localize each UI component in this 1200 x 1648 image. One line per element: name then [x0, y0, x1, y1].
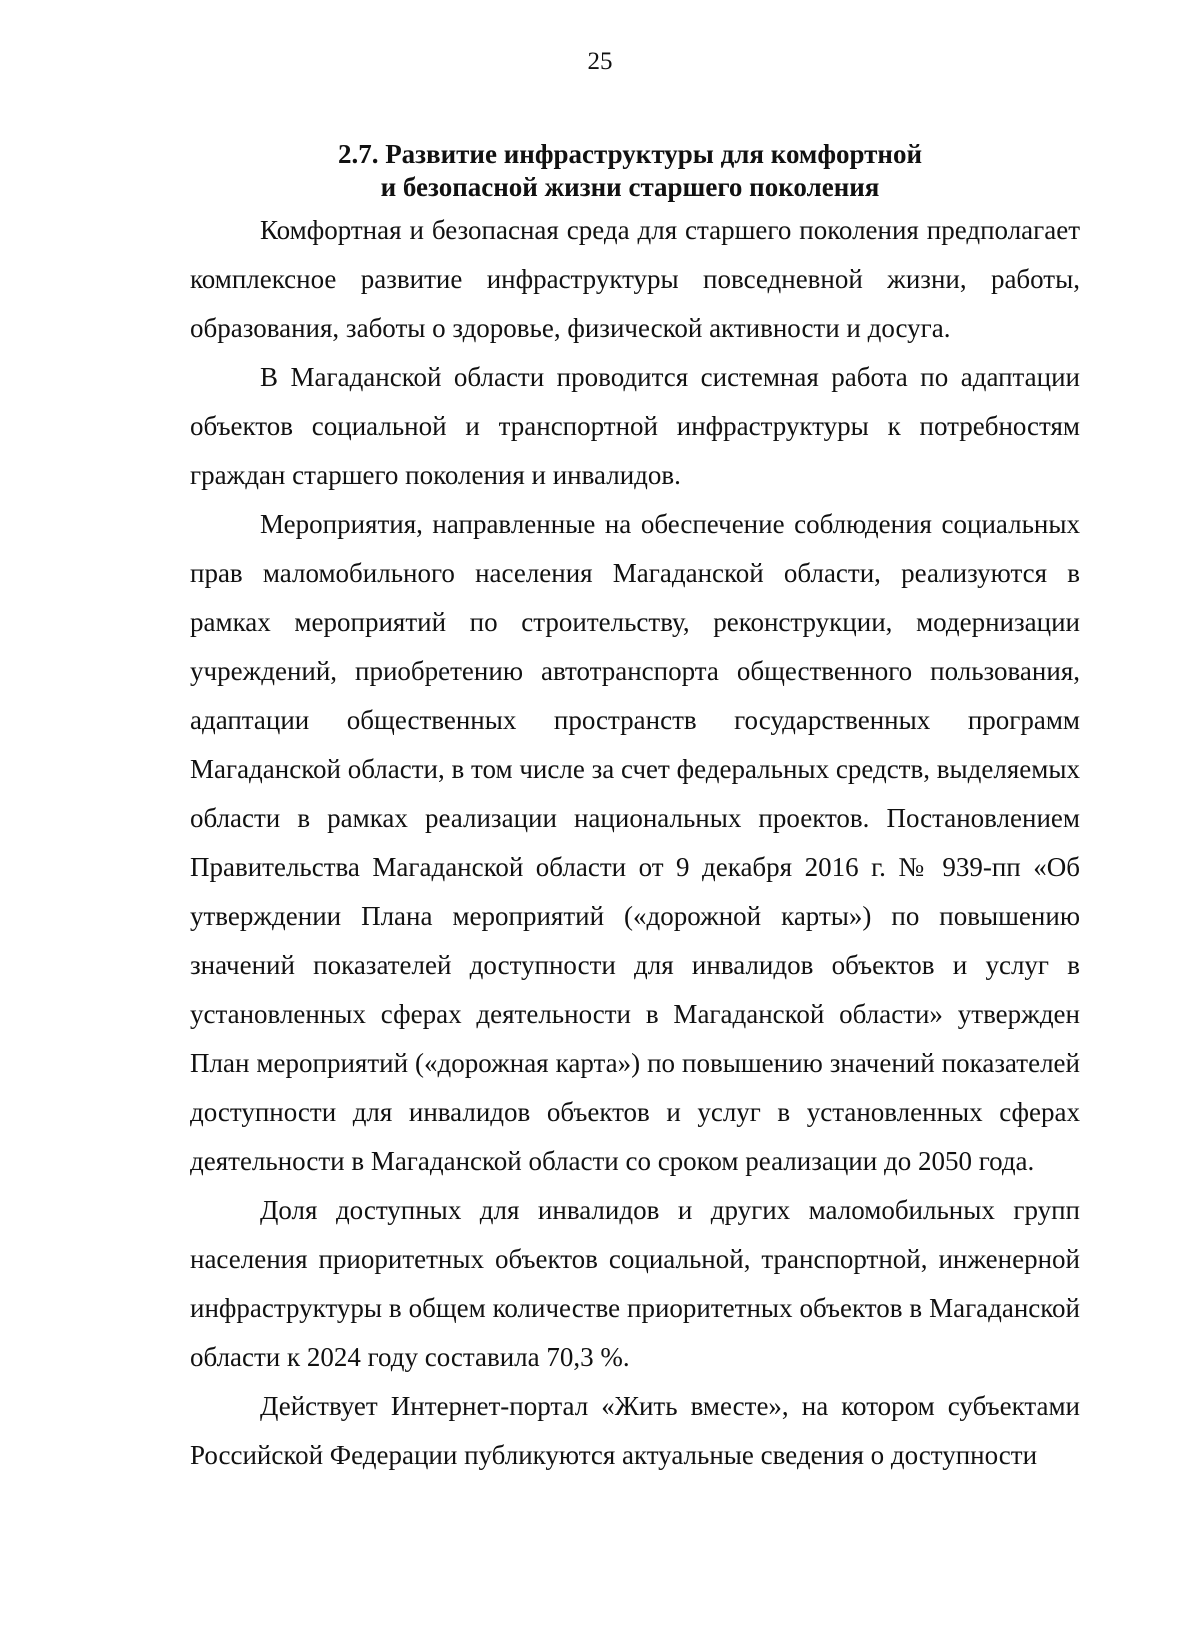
page-number: 25	[587, 48, 613, 75]
paragraph-1: Комфортная и безопасная среда для старшего поколения предполагает комплексное развитие инфраструктуры повседневной жизни, работы, образования, заботы о здоровье, физической активности и досуга.	[190, 215, 1080, 343]
paragraph-2: В Магаданской области проводится системная работа по адаптации объектов социальной и транспортной инфраструктуры к потребностям граждан старшего поколения и инвалидов.	[190, 362, 1080, 490]
section-heading	[190, 138, 1070, 204]
paragraph-4: Доля доступных для инвалидов и других маломобильных групп населения приоритетных объектов социальной, транспортной, инженерной инфраструктуры в общем количестве приоритетных объектов в Магаданской области к 2024 году составила 70,3 %.	[190, 1195, 1080, 1372]
section-heading-line-2: и безопасной жизни старшего поколения	[380, 172, 880, 202]
section-heading-line-1: 2.7. Развитие инфраструктуры для комфортной	[337, 139, 923, 169]
body-text	[190, 206, 1080, 1480]
paragraph-5: Действует Интернет-портал «Жить вместе», на котором субъектами Российской Федерации публикуются актуальные сведения о доступности	[190, 1391, 1080, 1470]
paragraph-3: Мероприятия, направленные на обеспечение соблюдения социальных прав маломобильного населения Магаданской области, реализуются в рамках мероприятий по строительству, реконструкции, модернизации учреждений, приобретению автотранспорта общественного пользования, адаптации общественных пространств государственных программ Магаданской области, в том числе за счет федеральных средств, выделяемых области в рамках реализации национальных проектов. Постановлением Правительства Магаданской области от 9 декабря 2016 г. № 939-пп «Об утверждении Плана мероприятий («дорожной карты») по повышению значений показателей доступности для инвалидов объектов и услуг в установленных сферах деятельности в Магаданской области» утвержден План мероприятий («дорожная карта») по повышению значений показателей доступности для инвалидов объектов и услуг в установленных сферах деятельности в Магаданской области со сроком реализации до 2050 года.	[190, 509, 1080, 1176]
